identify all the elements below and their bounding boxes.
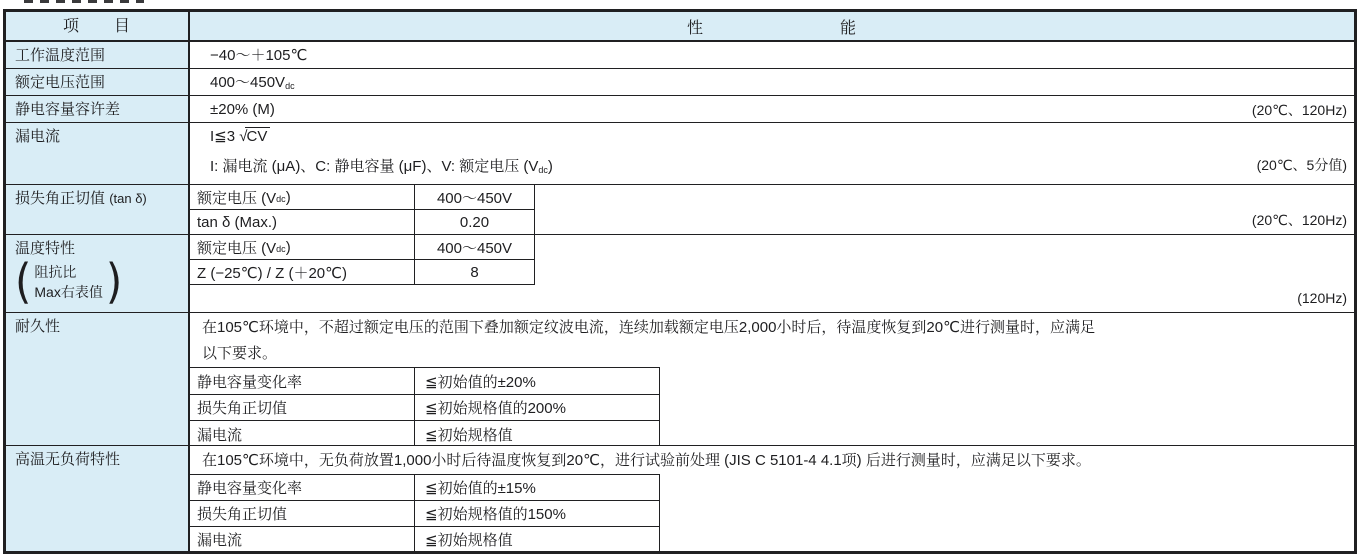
big-paren-close: ) [105, 254, 123, 309]
row-label-shelf-life: 高温无负荷特性 [6, 446, 190, 551]
row-label-temp-characteristics [6, 235, 190, 312]
paren-line-max-table: Max右表值 [34, 284, 103, 300]
rated-voltage-label: 额定电压 (V [197, 239, 277, 257]
row-leakage-current [6, 123, 1354, 185]
spec-table [3, 9, 1357, 554]
big-paren-open: ( [15, 254, 32, 309]
leakage-current-legend [190, 147, 1354, 179]
subtable-value: ≦初始值的±15% [415, 475, 660, 500]
subtable-row [190, 527, 660, 552]
subtable-value: ≦初始规格值的150% [415, 501, 660, 526]
subtable-value: ≦初始值的±20% [415, 368, 660, 394]
endurance-desc-line1: 在105℃环境中，不超过额定电压的范围下叠加额定纹波电流，连续加载额定电压2,000小时后，待温度恢复到20℃进行测量时，应满足 [202, 319, 1095, 336]
subtable-label: Z (−25℃) / Z (＋20℃) [190, 260, 415, 284]
subtable-value: ≦初始规格值的200% [415, 395, 660, 420]
endurance-desc-line2: 以下要求。 [202, 345, 278, 362]
subtable-label: 漏电流 [190, 527, 415, 552]
label-close-paren: ) [285, 188, 291, 206]
dc-subscript: dc [285, 81, 295, 91]
subtable-value: 8 [415, 260, 535, 284]
row-temp-characteristics [6, 235, 1354, 313]
legend-text: I: 漏电流 (μA)、C: 静电容量 (μF)、V: 额定电压 (V [210, 158, 539, 175]
temp-char-label: 温度特性 [15, 240, 76, 257]
subtable-row [190, 185, 535, 210]
subtable-label: 损失角正切值 [190, 395, 415, 420]
rated-voltage-number: 400～450V [210, 74, 286, 91]
subtable-value: ≦初始规格值 [415, 421, 660, 447]
row-rated-voltage [6, 69, 1354, 96]
cap-tolerance-condition-note: (20℃、120Hz) [1251, 102, 1347, 118]
row-endurance [6, 313, 1354, 446]
cap-tolerance-value: ±20% (M) [210, 101, 275, 118]
subtable-label: 漏电流 [190, 421, 415, 447]
header-performance-cell: 性 能 [190, 12, 1354, 40]
dc-subscript: dc [276, 194, 286, 204]
endurance-subtable [190, 367, 660, 447]
subtable-label: tan δ (Max.) [190, 210, 415, 235]
rated-voltage-value [190, 69, 1354, 95]
subtable-row [190, 395, 660, 421]
label-close-paren: ) [285, 238, 291, 256]
rated-voltage-label: 额定电压 (V [197, 189, 277, 207]
subtable-row [190, 260, 535, 285]
subtable-label: 静电容量变化率 [190, 475, 415, 500]
temp-char-paren-note [15, 254, 182, 309]
row-label-operating-temp: 工作温度范围 [6, 42, 190, 68]
subtable-row [190, 235, 535, 260]
subtable-row [190, 368, 660, 395]
tan-delta-label-sub: (tan δ) [109, 191, 147, 206]
temp-char-subtable [190, 235, 535, 285]
row-label-endurance: 耐久性 [6, 313, 190, 445]
subtable-label: 损失角正切值 [190, 501, 415, 526]
shelf-life-description [190, 446, 1354, 474]
subtable-row [190, 501, 660, 527]
cropped-text-fragment [24, 0, 144, 3]
row-tan-delta [6, 185, 1354, 235]
paren-line-impedance-ratio: 阻抗比 [34, 264, 77, 280]
subtable-value: 400～450V [415, 235, 535, 259]
row-label-cap-tolerance: 静电容量容许差 [6, 96, 190, 122]
dc-subscript: dc [276, 244, 286, 254]
tan-delta-condition-note: (20℃、120Hz) [1251, 212, 1347, 228]
row-cap-tolerance [6, 96, 1354, 123]
row-label-leakage-current: 漏电流 [6, 123, 190, 184]
subtable-label [190, 235, 415, 259]
tan-delta-subtable [190, 185, 535, 235]
row-label-tan-delta [6, 185, 190, 234]
tan-delta-label-main: 损失角正切值 [15, 190, 106, 207]
subtable-label [190, 185, 415, 209]
table-header-row [6, 12, 1354, 42]
subtable-value: ≦初始规格值 [415, 527, 660, 552]
leakage-current-condition-note: (20℃、5分值) [1256, 157, 1347, 173]
shelf-life-subtable [190, 474, 660, 552]
subtable-row [190, 421, 660, 447]
leakage-current-formula [190, 123, 1354, 147]
temp-char-condition-note: (120Hz) [1297, 290, 1347, 306]
subtable-label: 静电容量变化率 [190, 368, 415, 394]
radical-overline: CV [245, 127, 270, 145]
dc-subscript: dc [538, 165, 548, 175]
subtable-value: 0.20 [415, 210, 535, 235]
operating-temp-value: −40～＋105℃ [210, 47, 308, 64]
subtable-value: 400～450V [415, 185, 535, 209]
endurance-description [190, 313, 1354, 367]
legend-close-paren: ) [547, 158, 553, 175]
row-shelf-life [6, 446, 1354, 551]
shelf-life-desc-line1: 在105℃环境中，无负荷放置1,000小时后待温度恢复到20℃，进行试验前处理 (JIS C 5101-4 4.1项) 后进行测量时，应满足以下要求。 [202, 452, 1091, 469]
formula-prefix: I≦3 √ [210, 128, 248, 145]
subtable-row [190, 210, 535, 235]
row-operating-temp [6, 42, 1354, 69]
row-label-rated-voltage: 额定电压范围 [6, 69, 190, 95]
subtable-row [190, 475, 660, 501]
header-item-cell: 项 目 [6, 12, 190, 40]
